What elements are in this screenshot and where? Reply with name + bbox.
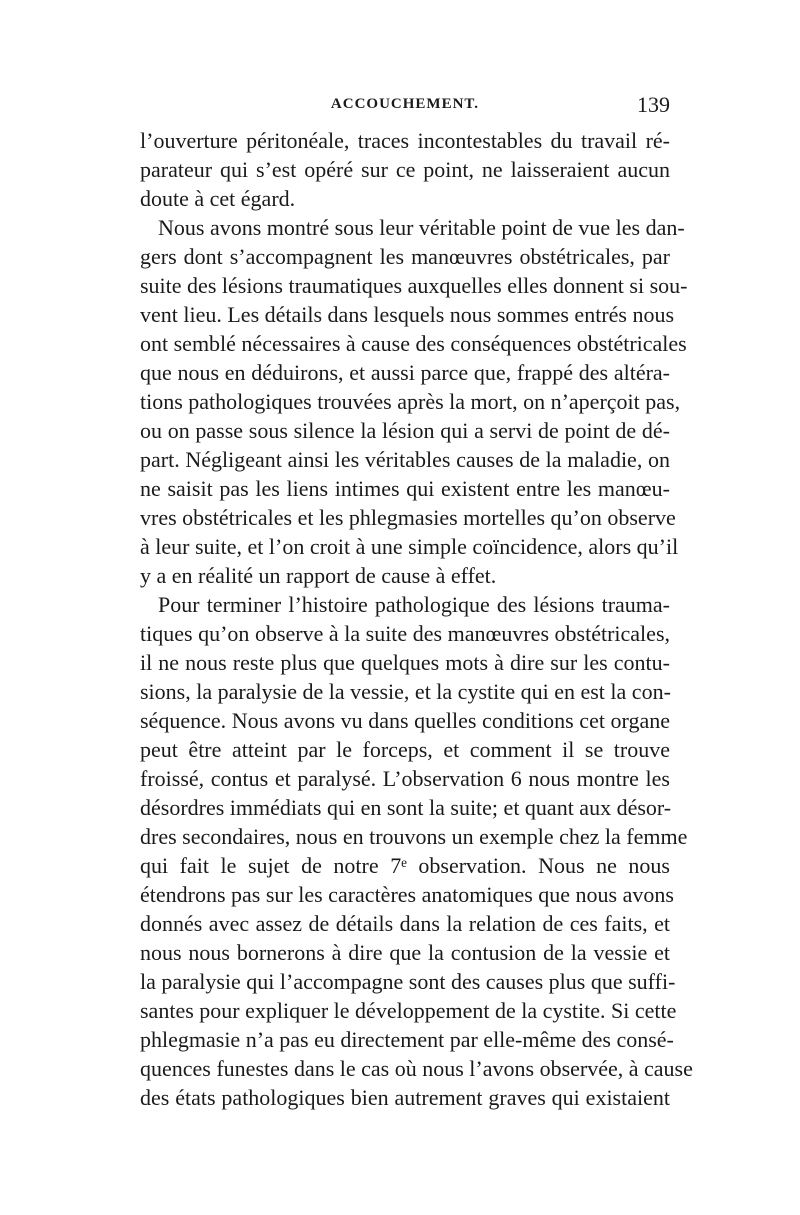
text-line: suite des lésions traumatiques auxquelles elles donnent si sou- — [140, 273, 688, 298]
text-line: l’ouverture péritonéale, traces incontestables du travail ré- — [140, 128, 670, 153]
text-line: vent lieu. Les détails dans lesquels nous sommes entrés nous — [140, 302, 675, 327]
text-line: à leur suite, et l’on croit à une simple coïncidence, alors qu’il — [140, 534, 679, 559]
text-line: séquence. Nous avons vu dans quelles conditions cet organe — [140, 708, 670, 733]
running-header — [140, 92, 670, 126]
text-line: ont semblé nécessaires à cause des conséquences obstétricales — [140, 331, 687, 356]
body-text — [140, 126, 693, 1112]
text-line: parateur qui s’est opéré sur ce point, ne laisseraient aucun — [140, 157, 670, 182]
text-line: Pour terminer l’histoire pathologique des lésions trauma- — [158, 592, 670, 617]
text-line: étendrons pas sur les caractères anatomiques que nous avons — [140, 882, 674, 907]
text-line: y a en réalité un rapport de cause à effet. — [140, 563, 497, 588]
text-line: tiques qu’on observe à la suite des manœuvres obstétricales, — [140, 621, 670, 646]
text-line: peut être atteint par le forceps, et comment il se trouve — [140, 737, 670, 762]
text-line: doute à cet égard. — [140, 186, 296, 211]
text-line: gers dont s’accompagnent les manœuvres obstétricales, par — [140, 244, 670, 269]
text-line: Nous avons montré sous leur véritable point de vue les dan- — [158, 215, 685, 240]
text-line: des états pathologiques bien autrement graves qui existaient — [140, 1085, 670, 1110]
text-line: santes pour expliquer le développement de la cystite. Si cette — [140, 998, 677, 1023]
text-line: que nous en déduirons, et aussi parce que, frappé des altéra- — [140, 360, 670, 385]
text-line: qui fait le sujet de notre 7ᵉ observation. Nous ne nous — [140, 853, 670, 878]
text-line: ne saisit pas les liens intimes qui existent entre les manœu- — [140, 476, 670, 501]
running-title: ACCOUCHEMENT. — [330, 96, 480, 112]
text-line: quences funestes dans le cas où nous l’avons observée, à cause — [140, 1056, 693, 1081]
text-line: dres secondaires, nous en trouvons un exemple chez la femme — [140, 824, 688, 849]
text-line: ou on passe sous silence la lésion qui a servi de point de dé- — [140, 418, 670, 443]
text-line: part. Négligeant ainsi les véritables causes de la maladie, on — [140, 447, 670, 472]
page-number: 139 — [637, 92, 670, 117]
text-line: la paralysie qui l’accompagne sont des causes plus que suffi- — [140, 969, 676, 994]
text-line: donnés avec assez de détails dans la relation de ces faits, et — [140, 911, 670, 936]
text-line: tions pathologiques trouvées après la mort, on n’aperçoit pas, — [140, 389, 681, 414]
text-line: il ne nous reste plus que quelques mots à dire sur les contu- — [140, 650, 670, 675]
text-line: nous nous bornerons à dire que la contusion de la vessie et — [140, 940, 670, 965]
text-line: phlegmasie n’a pas eu directement par elle-même des consé- — [140, 1027, 674, 1052]
text-line: vres obstétricales et les phlegmasies mortelles qu’on observe — [140, 505, 676, 530]
text-line: désordres immédiats qui en sont la suite; et quant aux désor- — [140, 795, 672, 820]
text-line: froissé, contus et paralysé. L’observation 6 nous montre les — [140, 766, 670, 791]
text-line: sions, la paralysie de la vessie, et la cystite qui en est la con- — [140, 679, 671, 704]
